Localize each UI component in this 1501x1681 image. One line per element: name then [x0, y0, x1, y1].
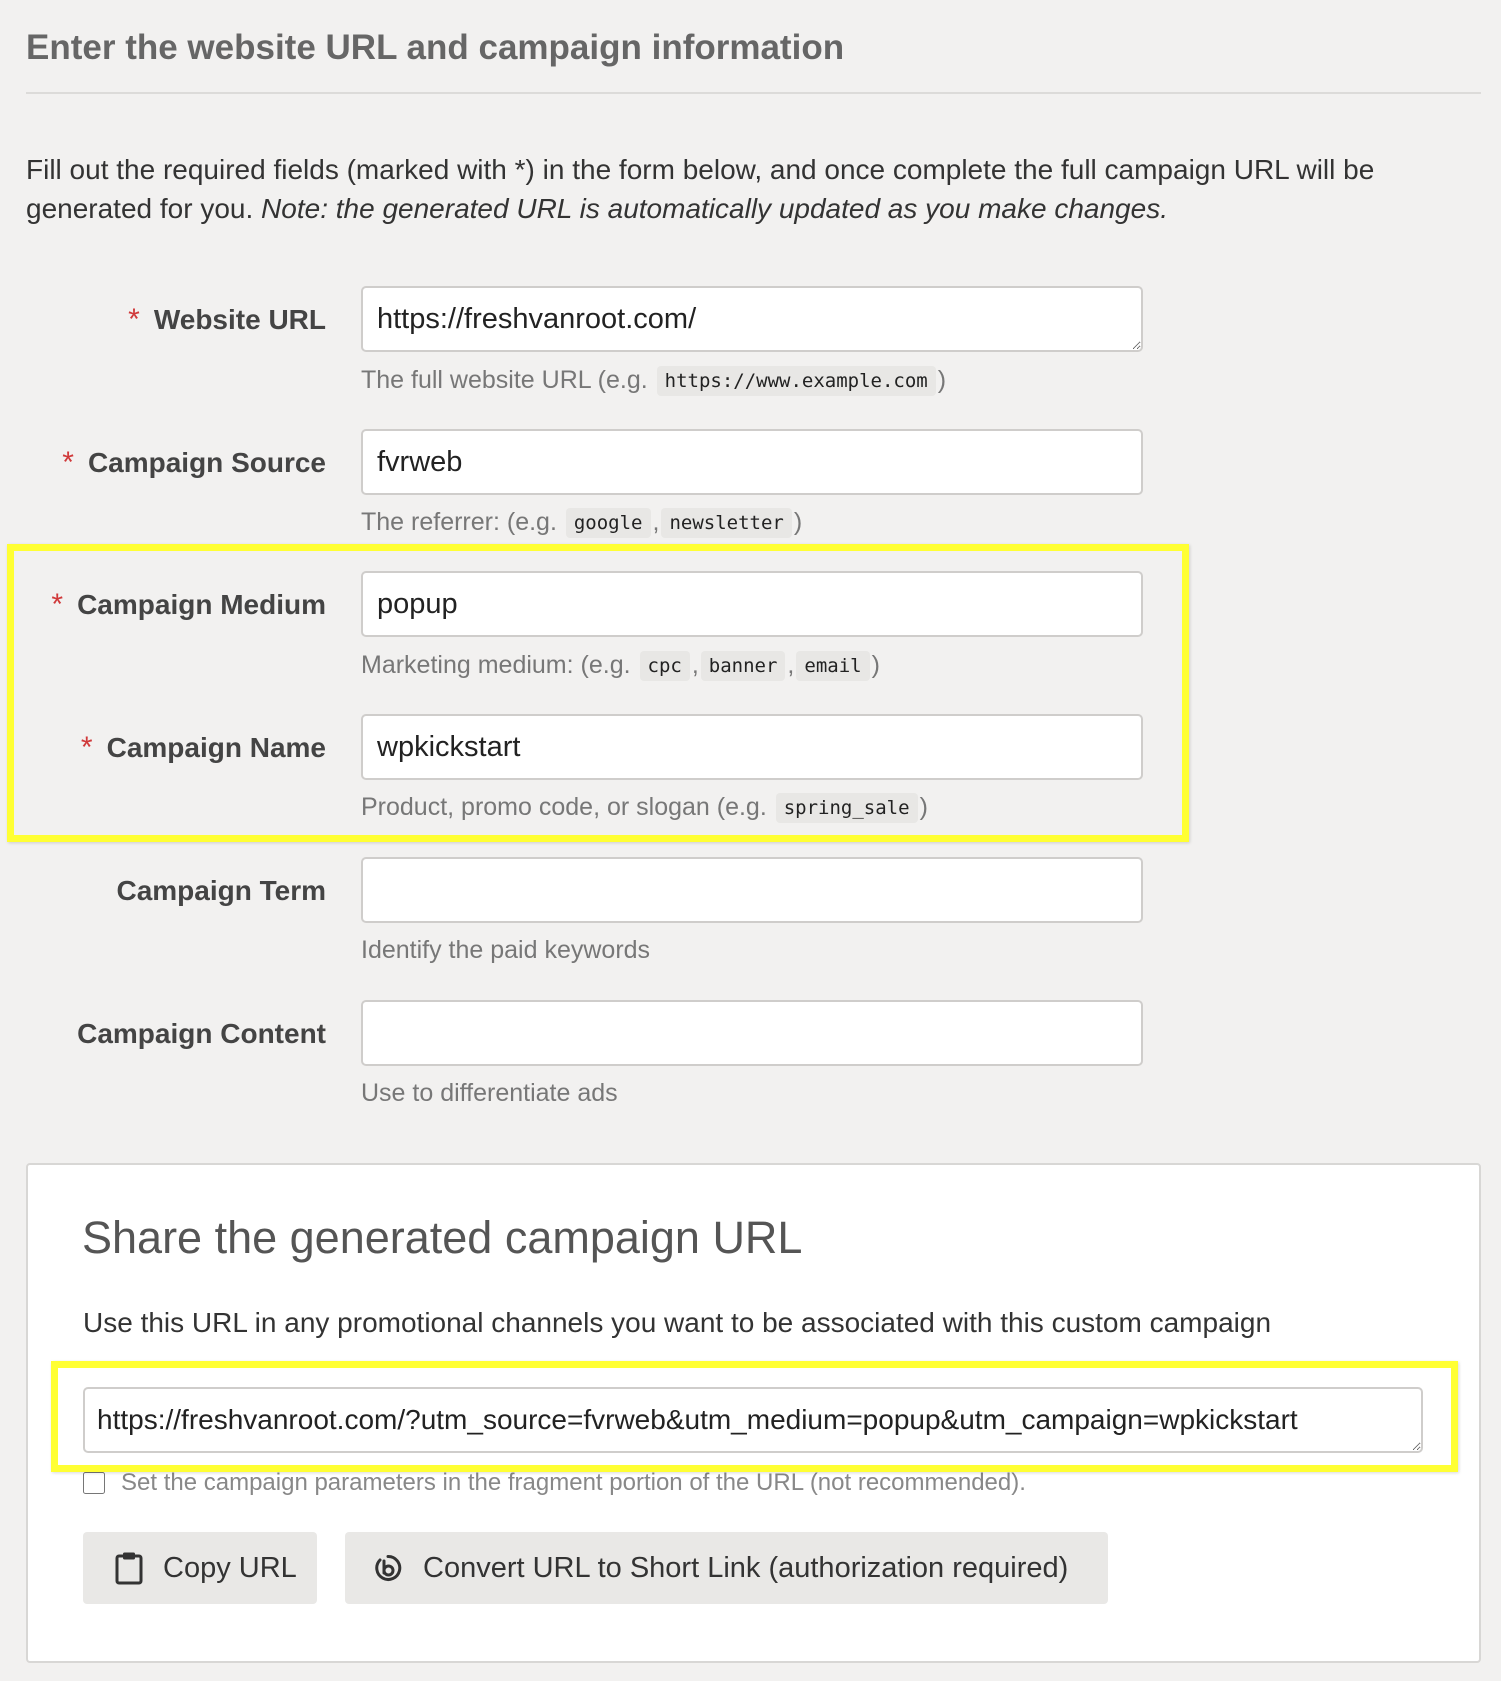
campaign-name-label	[81, 715, 326, 781]
help-text: Product, promo code, or slogan (e.g.	[361, 793, 774, 821]
campaign-name-help	[361, 789, 928, 825]
campaign-medium-input[interactable]	[361, 571, 1143, 637]
required-marker: *	[80, 731, 93, 764]
campaign-content-input[interactable]	[361, 1000, 1143, 1066]
share-title: Share the generated campaign URL	[82, 1212, 803, 1263]
campaign-source-label	[62, 430, 326, 496]
convert-short-link-button[interactable]	[345, 1532, 1108, 1604]
campaign-content-help: Use to differentiate ads	[361, 1079, 618, 1107]
campaign-term-label-text: Campaign Term	[116, 875, 326, 906]
fragment-checkbox[interactable]	[83, 1472, 105, 1494]
example-separator: ,	[691, 651, 699, 679]
copy-url-label: Copy URL	[163, 1551, 297, 1584]
campaign-term-help: Identify the paid keywords	[361, 936, 651, 964]
campaign-term-input[interactable]	[361, 857, 1143, 923]
generated-url-output[interactable]	[83, 1387, 1423, 1453]
campaign-medium-help	[361, 647, 880, 683]
fragment-option	[83, 1465, 1026, 1501]
campaign-medium-label	[51, 572, 326, 638]
website-url-label-text: Website URL	[153, 304, 326, 335]
campaign-content-label	[77, 1001, 326, 1067]
campaign-name-input[interactable]	[361, 714, 1143, 780]
help-text: The full website URL (e.g.	[361, 366, 655, 394]
example-code: email	[796, 651, 869, 681]
required-marker: *	[128, 303, 140, 336]
title-divider	[26, 92, 1481, 94]
required-marker: *	[51, 588, 64, 621]
help-suffix: )	[793, 508, 803, 536]
convert-short-link-label: Convert URL to Short Link (authorization required)	[423, 1551, 1069, 1584]
example-code: cpc	[640, 651, 690, 681]
fragment-checkbox-label[interactable]: Set the campaign parameters in the fragment portion of the URL (not recommended).	[121, 1469, 1026, 1496]
campaign-term-label	[116, 858, 326, 924]
campaign-name-label-text: Campaign Name	[106, 732, 326, 763]
campaign-content-label-text: Campaign Content	[77, 1018, 326, 1049]
help-text: Marketing medium: (e.g.	[361, 651, 638, 679]
website-url-help	[361, 362, 946, 398]
campaign-source-input[interactable]	[361, 429, 1143, 495]
campaign-medium-label-text: Campaign Medium	[77, 589, 326, 620]
example-code: newsletter	[661, 508, 791, 538]
example-code: google	[566, 508, 651, 538]
share-description: Use this URL in any promotional channels you want to be associated with this custom campaign	[83, 1307, 1272, 1338]
clipboard-icon	[115, 1551, 143, 1585]
campaign-source-help	[361, 504, 802, 540]
campaign-source-label-text: Campaign Source	[87, 447, 326, 478]
required-marker: *	[62, 446, 74, 479]
example-code: banner	[701, 651, 786, 681]
section-title: Enter the website URL and campaign information	[26, 28, 845, 67]
example-code: https://www.example.com	[657, 366, 936, 396]
help-suffix: )	[937, 366, 947, 394]
bitly-icon	[373, 1553, 403, 1583]
copy-url-button[interactable]	[83, 1532, 317, 1604]
intro-note: Note: the generated URL is automatically updated as you make changes.	[261, 193, 1168, 224]
website-url-label	[128, 287, 326, 353]
help-suffix: )	[871, 651, 880, 679]
example-separator: ,	[652, 508, 660, 536]
website-url-input[interactable]	[361, 286, 1143, 352]
intro-main-text: Fill out the required fields (marked with *) in the form below, and once complete the full campaign URL will be generated for you.	[26, 154, 1375, 224]
help-text: The referrer: (e.g.	[361, 508, 564, 536]
example-code: spring_sale	[776, 793, 918, 823]
example-separator: ,	[787, 651, 795, 679]
intro-text	[26, 150, 1476, 228]
help-suffix: )	[919, 793, 928, 821]
